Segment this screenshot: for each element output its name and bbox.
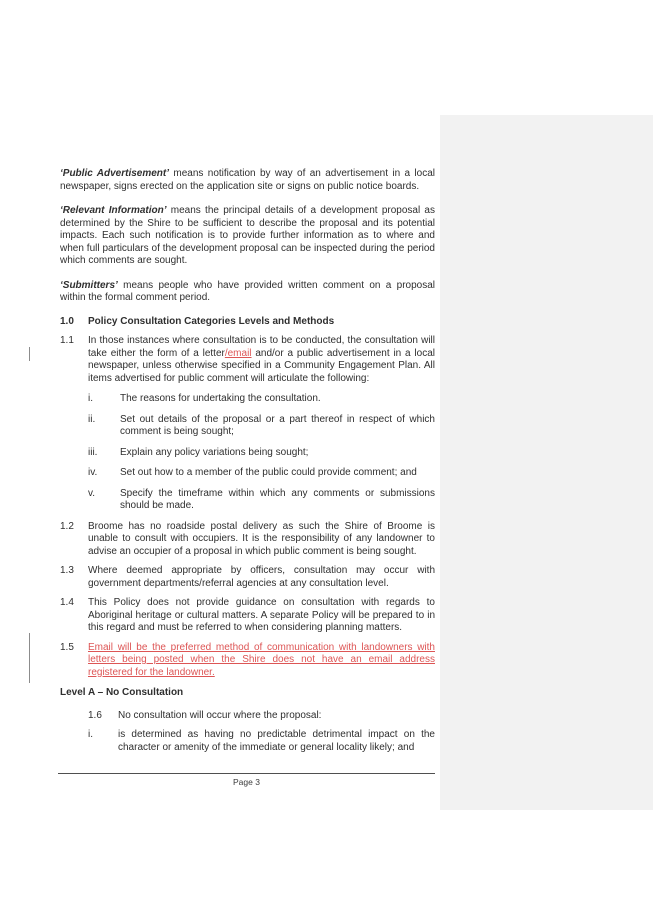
item-number: 1.1 xyxy=(60,335,74,346)
item-text: Where deemed appropriate by officers, consultation may occur with government departments/referral agencies at any consultation level. xyxy=(88,565,435,589)
definition-term: ‘Relevant Information’ xyxy=(60,205,167,216)
list-item-text: Set out details of the proposal or a part thereof in respect of which comment is being sought; xyxy=(120,413,435,437)
list-item-text: Specify the timeframe within which any comments or submissions should be made. xyxy=(120,487,435,511)
list-marker: iv. xyxy=(88,467,98,478)
roman-list-item xyxy=(88,414,435,439)
definition-paragraph xyxy=(60,168,435,193)
numbered-item xyxy=(60,597,435,635)
definition-text: means the principal details of a development proposal as determined by the Shire to be sufficient to describe the proposal and its potential impacts. Each such notification is to provide further information as to where and when full particulars of the development proposal can be inspected during the period which comments are sought. xyxy=(60,205,435,266)
item-text-before: In those instances where consultation is to be conducted, the consultation will take either the form of a letter xyxy=(88,335,435,359)
section-title: Policy Consultation Categories Levels and Methods xyxy=(88,315,335,327)
definition-paragraph xyxy=(60,205,435,268)
document-body xyxy=(60,168,435,761)
list-item-text: Explain any policy variations being sought; xyxy=(120,446,309,458)
list-item-text: is determined as having no predictable detrimental impact on the character or amenity of the immediate or general locality likely; and xyxy=(118,729,435,753)
list-marker: i. xyxy=(88,729,93,740)
numbered-item-inserted xyxy=(60,642,435,680)
roman-list-item xyxy=(88,729,435,754)
section-number: 1.0 xyxy=(60,315,74,327)
roman-list-item xyxy=(88,447,435,460)
item-text: Broome has no roadside postal delivery as such the Shire of Broome is unable to consult with occupiers. It is the responsibility of any landowner to advise an occupier of a proposal in which public comment is being sought. xyxy=(88,520,435,557)
numbered-item xyxy=(60,335,435,385)
section-heading xyxy=(60,316,435,329)
item-text: This Policy does not provide guidance on consultation with regards to Aboriginal heritage or cultural matters. A separate Policy will be prepared to in this regard and must be referred to when considering planning matters. xyxy=(88,597,435,633)
definition-term: ‘Submitters’ xyxy=(60,279,118,291)
change-bar xyxy=(29,347,30,361)
tracked-insertion: /email xyxy=(224,347,252,359)
list-item-text: The reasons for undertaking the consultation. xyxy=(120,393,321,404)
definition-text: means people who have provided written comment on a proposal within the formal comment period. xyxy=(60,279,435,303)
definition-term: ‘Public Advertisement’ xyxy=(60,168,170,179)
item-text xyxy=(88,335,435,385)
definition-paragraph xyxy=(60,280,435,305)
list-marker: ii. xyxy=(88,413,96,425)
item-text-after: and/or a public advertisement in a local newspaper, unless otherwise specified in a Community Engagement Plan. All items advertised for public comment will articulate the following: xyxy=(88,347,435,384)
markup-panel xyxy=(440,115,653,810)
list-marker: iii. xyxy=(88,446,98,458)
item-number: 1.6 xyxy=(88,709,102,721)
item-number: 1.3 xyxy=(60,565,74,576)
roman-list-item xyxy=(88,488,435,513)
list-item-text: Set out how to a member of the public could provide comment; and xyxy=(120,467,417,478)
tracked-insertion: Email will be the preferred method of communication with landowners with letters being posted when the Shire does not have an email address registered for the landowner. xyxy=(88,641,435,678)
footer-rule xyxy=(58,773,435,774)
item-number: 1.4 xyxy=(60,597,74,608)
numbered-item xyxy=(88,710,435,723)
numbered-item xyxy=(60,521,435,559)
list-marker: i. xyxy=(88,393,93,404)
page-number: Page 3 xyxy=(233,777,260,787)
change-bar xyxy=(29,633,30,683)
roman-list-item xyxy=(88,393,435,406)
level-a-heading: Level A – No Consultation xyxy=(60,687,184,698)
list-marker: v. xyxy=(88,487,96,499)
item-text: No consultation will occur where the proposal: xyxy=(118,709,322,721)
definition-text: means notification by way of an advertisement in a local newspaper, signs erected on the application site or signs on public notice boards. xyxy=(60,168,436,192)
item-number: 1.2 xyxy=(60,520,74,532)
numbered-item xyxy=(60,565,435,590)
roman-list-item xyxy=(88,467,435,480)
item-number: 1.5 xyxy=(60,641,74,653)
